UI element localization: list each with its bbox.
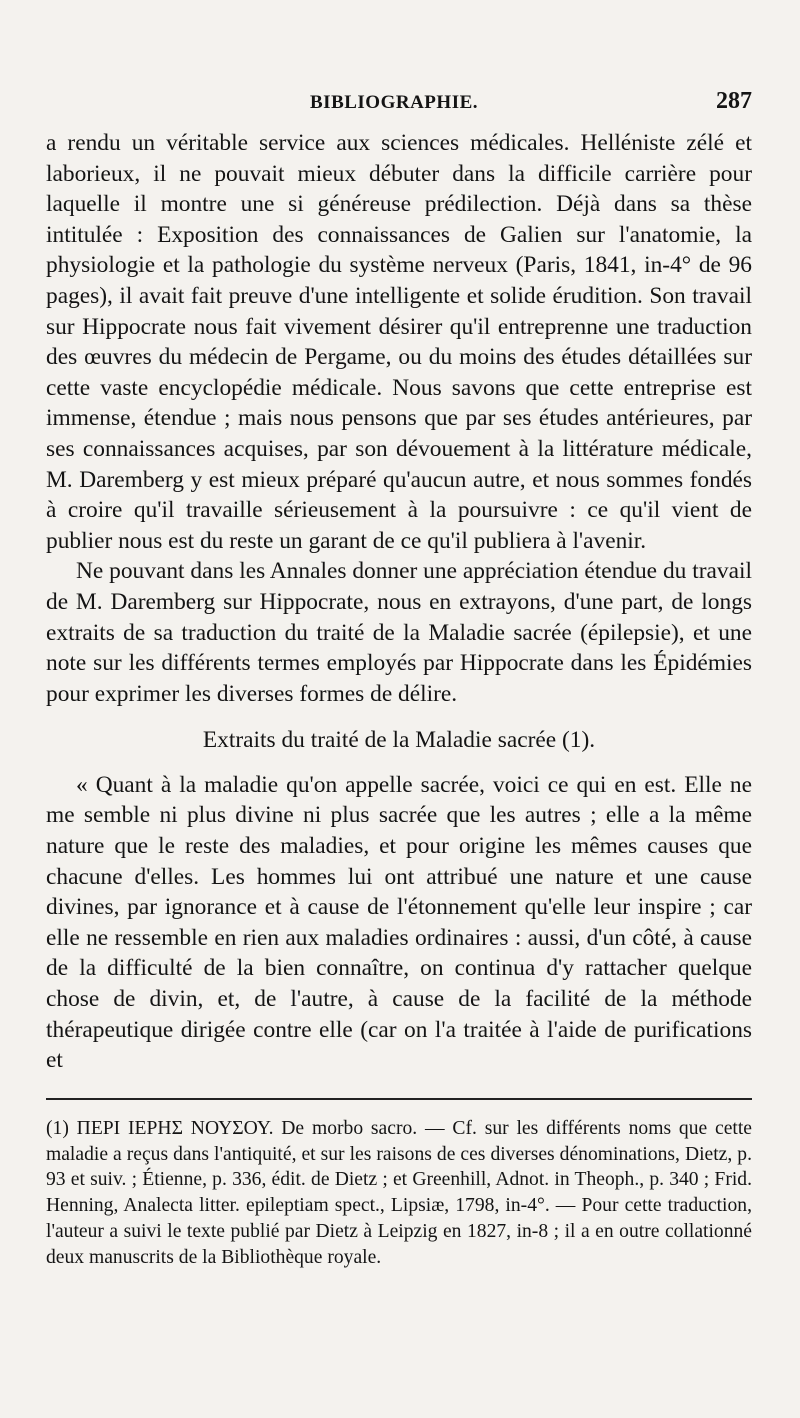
main-text [46,128,752,1076]
paragraph-2: Ne pouvant dans les Annales donner une appréciation étendue du travail de M. Daremberg sur Hippocrate, nous en extrayons, d'une part, de longs extraits de sa traduction du traité de la Maladie sacrée (épilepsie), et une note sur les différents termes employés par Hippocrate dans les Épidémies pour exprimer les diverses formes de délire. [46,558,752,707]
page-header [46,88,752,128]
paragraph-3: « Quant à la maladie qu'on appelle sacrée, voici ce qui en est. Elle ne me semble ni plus divine ni plus sacrée que les autres ; elle a la même nature que le reste des maladies, et pour origine les mêmes causes que chacune d'elles. Les hommes lui ont attribué une nature et une cause divines, par ignorance et à cause de l'étonnement qu'elle leur inspire ; car elle ne ressemble en rien aux maladies ordinaires : aussi, d'un côté, à cause de la difficulté de la bien connaître, on continua d'y rattacher quelque chose de divin, et, de l'autre, à cause de la facilité de la méthode thérapeutique dirigée contre elle (car on l'a traitée à l'aide de purifications et [46,771,752,1074]
footnote-divider [46,1098,752,1100]
paragraph-1: a rendu un véritable service aux sciences médicales. Helléniste zélé et laborieux, il ne pouvait mieux débuter dans la difficile carrière pour laquelle il montre une si généreuse prédilection. Déjà dans sa thèse intitulée : Exposition des connaissances de Galien sur l'anatomie, la physiologie et la pathologie du système nerveux (Paris, 1841, in-4° de 96 pages), il avait fait preuve d'une intelligente et solide érudition. Son travail sur Hippocrate nous fait vivement désirer qu'il entreprenne une traduction des œuvres du médecin de Pergame, ou du moins des études détaillées sur cette vaste encyclopédie médicale. Nous savons que cette entreprise est immense, étendue ; mais nous pensons que par ses études antérieures, par ses connaissances acquises, par son dévouement à la littérature médicale, M. Daremberg y est mieux préparé qu'aucun autre, et nous sommes fondés à croire qu'il travaille sérieusement à la poursuivre : ce qu'il vient de publier nous est du reste un garant de ce qu'il publiera à l'avenir. [46,130,752,554]
page-number: 287 [716,88,752,114]
footnote: (1) ΠΕΡΙ ΙΕΡΗΣ ΝΟΥΣΟΥ. De morbo sacro. — Cf. sur les différents noms que cette maladie a reçus dans l'antiquité, et sur les raisons de ces diverses dénominations, Dietz, p. 93 et suiv. ; Étienne, p. 336, édit. de Dietz ; et Greenhill, Adnot. in Theoph., p. 340 ; Frid. Henning, Analecta litter. epileptiam spect., Lipsiæ, 1798, in-4°. — Pour cette traduction, l'auteur a suivi le texte publié par Dietz à Leipzig en 1827, in-8 ; il a en outre collationné deux manuscrits de la Bibliothèque royale. [46,1117,752,1268]
running-head: BIBLIOGRAPHIE. [310,92,479,113]
section-title: Extraits du traité de la Maladie sacrée (1). [202,727,596,754]
